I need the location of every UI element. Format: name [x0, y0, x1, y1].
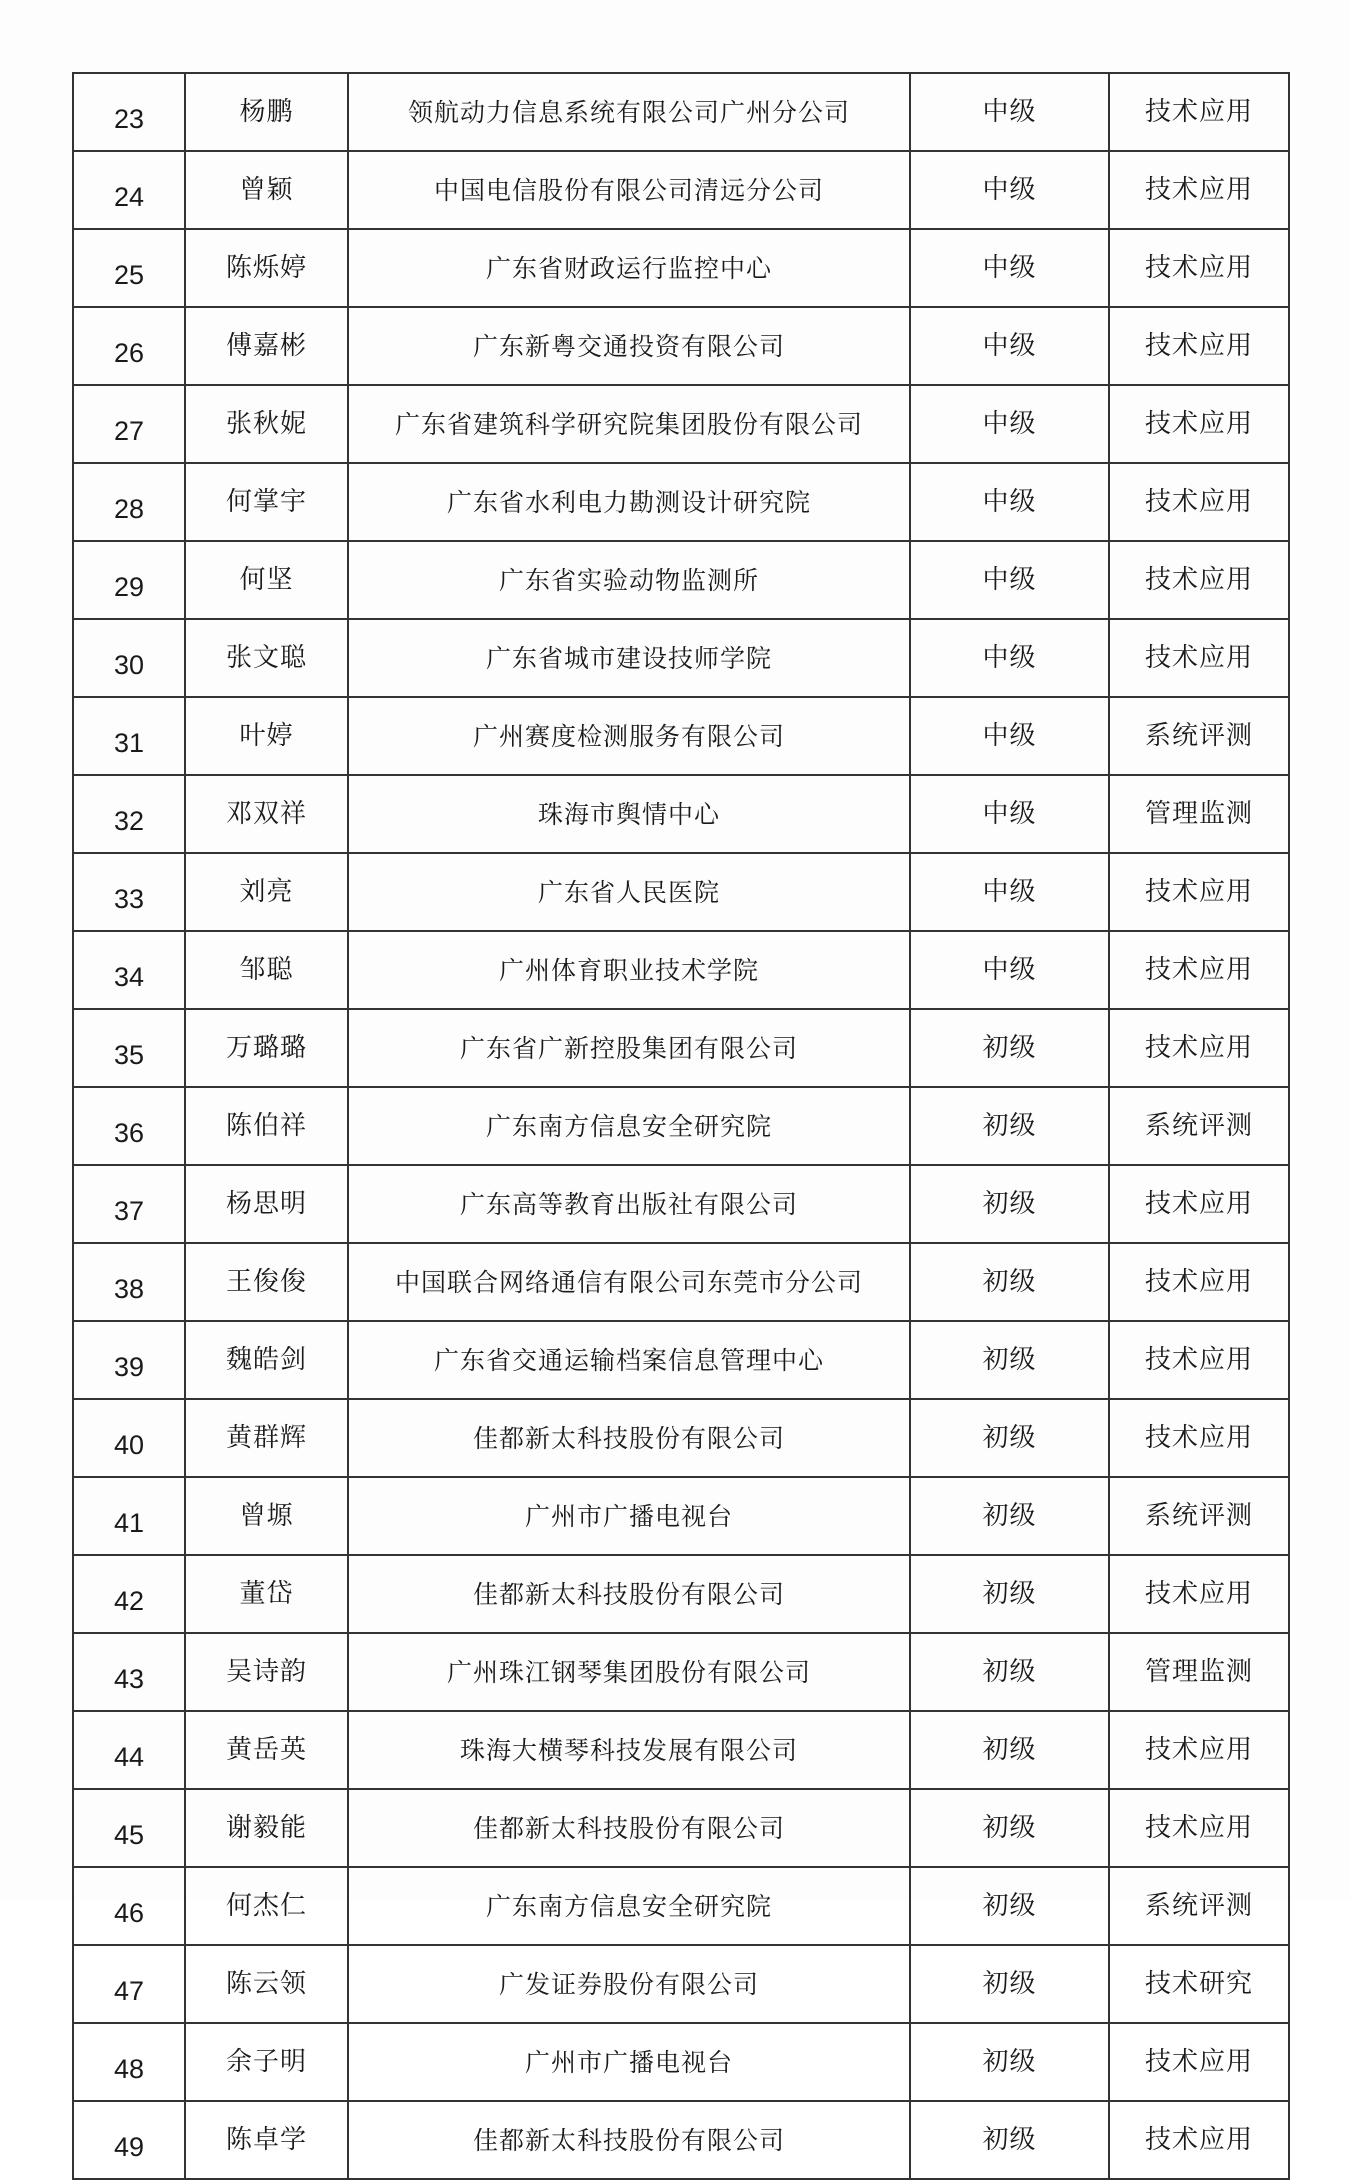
name-cell: 叶婷	[185, 697, 348, 775]
category-cell: 系统评测	[1109, 697, 1289, 775]
name-cell: 黄群辉	[185, 1399, 348, 1477]
organization-cell: 广东省交通运输档案信息管理中心	[348, 1321, 910, 1399]
level-cell: 初级	[910, 1477, 1109, 1555]
row-number-cell: 24	[73, 151, 185, 229]
row-number-cell: 29	[73, 541, 185, 619]
name-cell: 吴诗韵	[185, 1633, 348, 1711]
table-row	[73, 2101, 1289, 2179]
row-number-cell: 47	[73, 1945, 185, 2023]
organization-cell: 珠海市舆情中心	[348, 775, 910, 853]
category-cell: 系统评测	[1109, 1477, 1289, 1555]
row-number-cell: 23	[73, 73, 185, 151]
organization-cell: 广州赛度检测服务有限公司	[348, 697, 910, 775]
level-cell: 中级	[910, 541, 1109, 619]
table-row	[73, 1633, 1289, 1711]
category-cell: 技术应用	[1109, 229, 1289, 307]
category-cell: 技术应用	[1109, 2101, 1289, 2179]
category-cell: 技术研究	[1109, 1945, 1289, 2023]
category-cell: 技术应用	[1109, 853, 1289, 931]
row-number-cell: 30	[73, 619, 185, 697]
level-cell: 初级	[910, 1399, 1109, 1477]
row-number-cell: 41	[73, 1477, 185, 1555]
level-cell: 中级	[910, 385, 1109, 463]
level-cell: 初级	[910, 2101, 1109, 2179]
row-number-cell: 37	[73, 1165, 185, 1243]
organization-cell: 广州市广播电视台	[348, 1477, 910, 1555]
name-cell: 董岱	[185, 1555, 348, 1633]
level-cell: 中级	[910, 151, 1109, 229]
table-row	[73, 1711, 1289, 1789]
table-row	[73, 541, 1289, 619]
name-cell: 何杰仁	[185, 1867, 348, 1945]
category-cell: 技术应用	[1109, 1165, 1289, 1243]
table-row	[73, 775, 1289, 853]
organization-cell: 广州体育职业技术学院	[348, 931, 910, 1009]
row-number-cell: 42	[73, 1555, 185, 1633]
organization-cell: 广东南方信息安全研究院	[348, 1087, 910, 1165]
level-cell: 初级	[910, 1087, 1109, 1165]
row-number-cell: 25	[73, 229, 185, 307]
row-number-cell: 27	[73, 385, 185, 463]
level-cell: 中级	[910, 463, 1109, 541]
category-cell: 技术应用	[1109, 1711, 1289, 1789]
category-cell: 技术应用	[1109, 1555, 1289, 1633]
level-cell: 初级	[910, 1711, 1109, 1789]
name-cell: 曾颖	[185, 151, 348, 229]
name-cell: 魏皓剑	[185, 1321, 348, 1399]
name-cell: 杨思明	[185, 1165, 348, 1243]
organization-cell: 佳都新太科技股份有限公司	[348, 1555, 910, 1633]
table-row	[73, 385, 1289, 463]
category-cell: 技术应用	[1109, 463, 1289, 541]
organization-cell: 领航动力信息系统有限公司广州分公司	[348, 73, 910, 151]
organization-cell: 广东省人民医院	[348, 853, 910, 931]
organization-cell: 广东省水利电力勘测设计研究院	[348, 463, 910, 541]
name-cell: 陈伯祥	[185, 1087, 348, 1165]
name-cell: 刘亮	[185, 853, 348, 931]
table-row	[73, 697, 1289, 775]
table-row	[73, 1009, 1289, 1087]
name-cell: 陈云领	[185, 1945, 348, 2023]
row-number-cell: 40	[73, 1399, 185, 1477]
organization-cell: 广东省实验动物监测所	[348, 541, 910, 619]
level-cell: 初级	[910, 2023, 1109, 2101]
organization-cell: 广东省财政运行监控中心	[348, 229, 910, 307]
level-cell: 中级	[910, 229, 1109, 307]
category-cell: 技术应用	[1109, 1789, 1289, 1867]
row-number-cell: 46	[73, 1867, 185, 1945]
row-number-cell: 38	[73, 1243, 185, 1321]
organization-cell: 广东省建筑科学研究院集团股份有限公司	[348, 385, 910, 463]
row-number-cell: 26	[73, 307, 185, 385]
row-number-cell: 44	[73, 1711, 185, 1789]
organization-cell: 佳都新太科技股份有限公司	[348, 1789, 910, 1867]
category-cell: 技术应用	[1109, 1321, 1289, 1399]
category-cell: 技术应用	[1109, 307, 1289, 385]
name-cell: 陈卓学	[185, 2101, 348, 2179]
organization-cell: 广东南方信息安全研究院	[348, 1867, 910, 1945]
table-row	[73, 1945, 1289, 2023]
category-cell: 管理监测	[1109, 1633, 1289, 1711]
row-number-cell: 33	[73, 853, 185, 931]
table-row	[73, 463, 1289, 541]
category-cell: 管理监测	[1109, 775, 1289, 853]
organization-cell: 佳都新太科技股份有限公司	[348, 1399, 910, 1477]
row-number-cell: 35	[73, 1009, 185, 1087]
name-cell: 杨鹏	[185, 73, 348, 151]
table-row	[73, 1399, 1289, 1477]
name-cell: 张文聪	[185, 619, 348, 697]
level-cell: 中级	[910, 307, 1109, 385]
category-cell: 技术应用	[1109, 2023, 1289, 2101]
table-row	[73, 1555, 1289, 1633]
name-cell: 余子明	[185, 2023, 348, 2101]
table-row	[73, 73, 1289, 151]
table-row	[73, 2023, 1289, 2101]
table-row	[73, 1789, 1289, 1867]
name-cell: 张秋妮	[185, 385, 348, 463]
category-cell: 技术应用	[1109, 1009, 1289, 1087]
level-cell: 初级	[910, 1165, 1109, 1243]
level-cell: 中级	[910, 619, 1109, 697]
name-cell: 何掌宇	[185, 463, 348, 541]
name-cell: 王俊俊	[185, 1243, 348, 1321]
table-row	[73, 307, 1289, 385]
row-number-cell: 36	[73, 1087, 185, 1165]
category-cell: 技术应用	[1109, 541, 1289, 619]
table-row	[73, 853, 1289, 931]
organization-cell: 广东新粤交通投资有限公司	[348, 307, 910, 385]
organization-cell: 广州珠江钢琴集团股份有限公司	[348, 1633, 910, 1711]
category-cell: 技术应用	[1109, 151, 1289, 229]
organization-cell: 珠海大横琴科技发展有限公司	[348, 1711, 910, 1789]
name-cell: 陈烁婷	[185, 229, 348, 307]
level-cell: 初级	[910, 1243, 1109, 1321]
organization-cell: 中国联合网络通信有限公司东莞市分公司	[348, 1243, 910, 1321]
level-cell: 初级	[910, 1867, 1109, 1945]
category-cell: 系统评测	[1109, 1087, 1289, 1165]
table-row	[73, 229, 1289, 307]
organization-cell: 广东高等教育出版社有限公司	[348, 1165, 910, 1243]
table-row	[73, 619, 1289, 697]
level-cell: 初级	[910, 1633, 1109, 1711]
table-row	[73, 1867, 1289, 1945]
organization-cell: 广东省广新控股集团有限公司	[348, 1009, 910, 1087]
name-cell: 黄岳英	[185, 1711, 348, 1789]
table-row	[73, 1165, 1289, 1243]
category-cell: 技术应用	[1109, 385, 1289, 463]
row-number-cell: 28	[73, 463, 185, 541]
level-cell: 中级	[910, 775, 1109, 853]
category-cell: 技术应用	[1109, 619, 1289, 697]
level-cell: 初级	[910, 1945, 1109, 2023]
name-cell: 谢毅能	[185, 1789, 348, 1867]
level-cell: 初级	[910, 1009, 1109, 1087]
level-cell: 初级	[910, 1321, 1109, 1399]
table-row	[73, 151, 1289, 229]
category-cell: 技术应用	[1109, 931, 1289, 1009]
organization-cell: 广发证券股份有限公司	[348, 1945, 910, 2023]
roster-table	[72, 72, 1290, 2180]
name-cell: 万璐璐	[185, 1009, 348, 1087]
level-cell: 中级	[910, 697, 1109, 775]
row-number-cell: 45	[73, 1789, 185, 1867]
organization-cell: 广州市广播电视台	[348, 2023, 910, 2101]
level-cell: 初级	[910, 1555, 1109, 1633]
name-cell: 何坚	[185, 541, 348, 619]
row-number-cell: 49	[73, 2101, 185, 2179]
row-number-cell: 48	[73, 2023, 185, 2101]
organization-cell: 广东省城市建设技师学院	[348, 619, 910, 697]
table-row	[73, 1243, 1289, 1321]
name-cell: 曾塬	[185, 1477, 348, 1555]
name-cell: 邓双祥	[185, 775, 348, 853]
table-row	[73, 1087, 1289, 1165]
row-number-cell: 32	[73, 775, 185, 853]
level-cell: 中级	[910, 931, 1109, 1009]
organization-cell: 佳都新太科技股份有限公司	[348, 2101, 910, 2179]
table-row	[73, 1477, 1289, 1555]
row-number-cell: 43	[73, 1633, 185, 1711]
roster-table-body	[73, 73, 1289, 2179]
category-cell: 技术应用	[1109, 73, 1289, 151]
name-cell: 邹聪	[185, 931, 348, 1009]
table-row	[73, 931, 1289, 1009]
category-cell: 系统评测	[1109, 1867, 1289, 1945]
level-cell: 初级	[910, 1789, 1109, 1867]
row-number-cell: 34	[73, 931, 185, 1009]
category-cell: 技术应用	[1109, 1243, 1289, 1321]
level-cell: 中级	[910, 73, 1109, 151]
category-cell: 技术应用	[1109, 1399, 1289, 1477]
row-number-cell: 39	[73, 1321, 185, 1399]
level-cell: 中级	[910, 853, 1109, 931]
table-row	[73, 1321, 1289, 1399]
name-cell: 傅嘉彬	[185, 307, 348, 385]
row-number-cell: 31	[73, 697, 185, 775]
organization-cell: 中国电信股份有限公司清远分公司	[348, 151, 910, 229]
